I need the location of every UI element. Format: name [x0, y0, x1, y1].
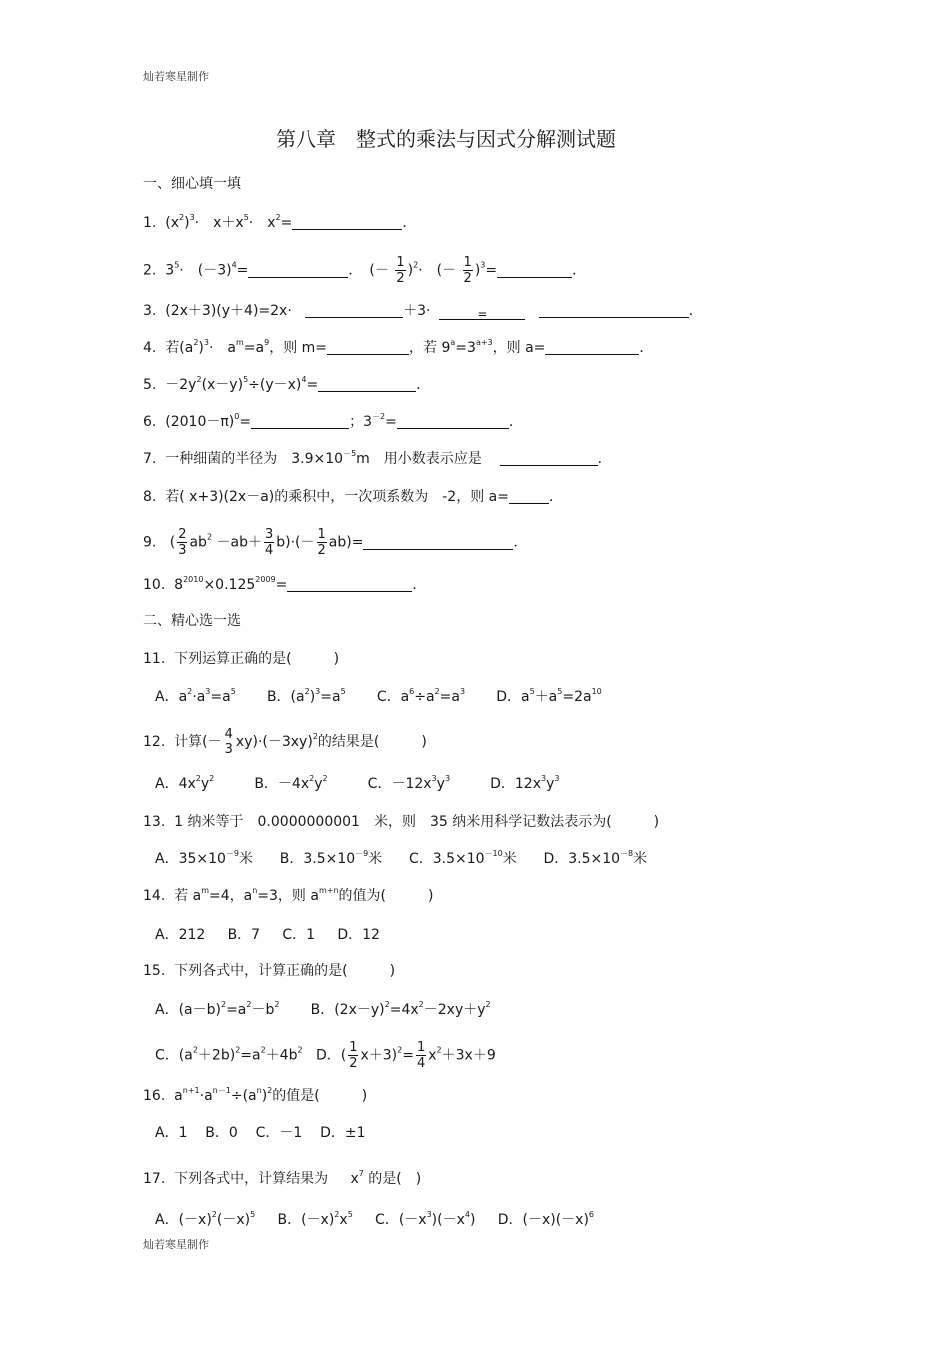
fraction: $\frac{1}{2}$ — [317, 527, 326, 558]
answer-blank — [397, 414, 509, 429]
answer-blank — [318, 377, 416, 392]
fraction: $\frac{2}{3}$ — [178, 527, 187, 558]
answer-blank — [509, 489, 549, 504]
fraction: 4 3 — [224, 727, 233, 757]
answer-blank — [251, 414, 349, 429]
question-11: 11. 下列运算正确的是( ) — [143, 651, 340, 667]
question-12: 12. 计算(－ 4 3 $xy)\cdot(-3xy)^2$的结果是( ) — [143, 727, 427, 757]
question-11-options: A．$a^2\cdot a^3=a^5$ B．$(a^2)^3=a^5$ C．$a^6\div a^2=a^3$ D．$a^5+a^5=2a^{10}$ — [155, 687, 602, 705]
answer-blank — [545, 340, 639, 355]
question-3: 3. (2x＋3)(y＋4)=2x· ＋3· = ． — [143, 303, 703, 321]
question-16-options: A．1 B．0 C．－1 D．±1 — [155, 1125, 366, 1141]
question-15-options-ab: A．$(a-b)^2=a^2-b^2$ B．$(2x-y)^2=4x^2-2xy+y^2$ — [155, 1000, 491, 1018]
answer-blank — [248, 263, 348, 278]
page-title: 第八章 整式的乘法与因式分解测试题 — [276, 127, 616, 151]
question-17: 17. 下列各式中，计算结果为 $x^7$ 的是( ) — [143, 1169, 422, 1187]
question-1: 1. $(x^2)^3\cdot$ $x+x^5\cdot$ $x^2=$ ． — [143, 213, 417, 231]
question-13: 13. 1 纳米等于 0.0000000001 米，则 35 纳米用科学记数法表示为( ) — [143, 814, 660, 830]
question-15: 15. 下列各式中，计算正确的是( ) — [143, 963, 396, 979]
answer-blank — [305, 303, 403, 318]
question-16: 16. $a^{n+1}\cdot a^{n-1}\div(a^n)^2$的值是( ) — [143, 1086, 368, 1104]
page-header: 灿若寒星制作 — [143, 70, 209, 83]
fraction: $\frac{3}{4}$ — [264, 527, 274, 558]
answer-blank — [497, 263, 572, 278]
question-10: 10. $8^{2010}\times 0.125^{2009}=$ ． — [143, 575, 427, 593]
question-12-options: A．$4x^2y^2$ B．$-4x^2y^2$ C．$-12x^3y^3$ D．$12x^3y^3$ — [155, 774, 560, 792]
question-2: 2. $3^5\cdot$ $(-3)^4=$ ． (－ $\frac{1}{2}$ )$^2$· (－ $\frac{1}{2}$ )$^3$= ． — [143, 255, 587, 286]
question-9: 9. ( $\frac{2}{3}$ $ab^2 -ab+$ $\frac{3}{4}$ b)·(－ $\frac{1}{2}$ ab)= ． — [143, 527, 528, 558]
question-17-options: A．$(-x)^2(-x)^5$ B．$(-x)^2x^5$ C．$(-x^3)(-x^4)$ D．$(-x)(-x)^6$ — [155, 1210, 595, 1228]
question-4: 4. 若$(a^2)^3\cdot$ $a^m=a^9$，则 m= ，若 $9^a=3^{a+3}$，则 a= ． — [143, 338, 654, 356]
section-choice-heading: 二、精心选一选 — [143, 613, 241, 629]
fraction: $\frac{1}{2}$ — [463, 255, 472, 286]
fraction: $\frac{1}{2}$ — [349, 1040, 358, 1071]
page-footer: 灿若寒星制作 — [143, 1238, 209, 1251]
answer-blank — [292, 215, 402, 230]
question-15-options-cd: C．$(a^2+2b)^2=a^2+4b^2$ D．( $\frac{1}{2}$ x＋3)$^2$= $\frac{1}{4}$ $x^2+3x+9$ — [155, 1040, 496, 1071]
answer-blank — [287, 577, 412, 592]
fraction: $\frac{1}{2}$ — [396, 255, 405, 286]
answer-blank — [539, 303, 689, 318]
answer-blank — [327, 340, 409, 355]
question-14: 14. 若 $a^m=4$，$a^n=3$，则 $a^{m+n}$的值为( ) — [143, 886, 434, 904]
question-13-options: A．$35\times 10^{-9}$米 B．$3.5\times 10^{-9}$米 C．$3.5\times 10^{-10}$米 D．$3.5\times 10^{-8}$米 — [155, 849, 648, 867]
answer-blank — [500, 451, 598, 466]
question-14-options: A．212 B．7 C．1 D．12 — [155, 927, 380, 943]
answer-blank — [363, 535, 513, 550]
question-7: 7. 一种细菌的半径为 $3.9\times 10^{-5}m$ 用小数表示应是 ． — [143, 449, 612, 467]
fraction: $\frac{1}{4}$ — [416, 1040, 426, 1071]
section-fill-in-heading: 一、细心填一填 — [143, 176, 241, 192]
answer-blank: = — [439, 305, 525, 320]
question-6: 6. $(2010-\pi)^0=$ ；$3^{-2}=$ ． — [143, 412, 523, 430]
question-5: 5. $-2y^2(x-y)^5\div(y-x)^4=$ ． — [143, 375, 431, 393]
question-8: 8. 若( x+3)(2x－a)的乘积中，一次项系数为 -2，则 a= ． — [143, 489, 563, 505]
